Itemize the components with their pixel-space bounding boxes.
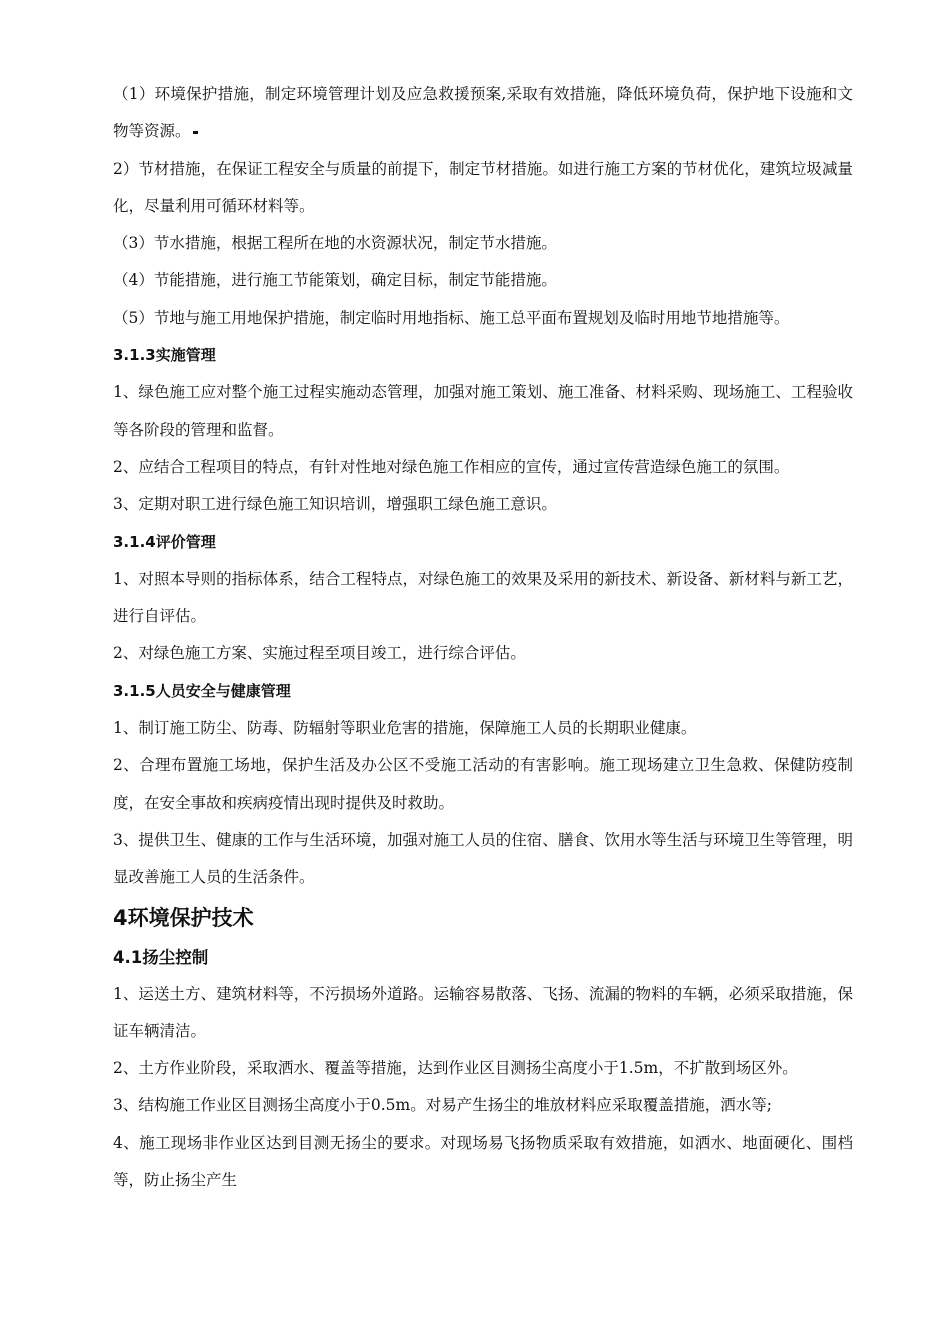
paragraph-publicity: 2、应结合工程项目的特点，有针对性地对绿色施工作相应的宣传，通过宣传营造绿色施工的氛围。 — [113, 457, 790, 476]
document-page — [113, 76, 853, 1199]
paragraph-transport: 1、运送土方、建筑材料等，不污损场外道路。运输容易散落、飞扬、流漏的物料的车辆，必须采取措施，保证车辆清洁。 — [113, 984, 853, 1040]
paragraph-water-saving: （3）节水措施，根据工程所在地的水资源状况，制定节水措施。 — [113, 234, 557, 253]
paragraph-training: 3、定期对职工进行绿色施工知识培训，增强职工绿色施工意识。 — [113, 495, 557, 514]
heading-4-1: 4.1扬尘控制 — [113, 947, 209, 967]
paragraph-energy-saving: （4）节能措施，进行施工节能策划，确定目标，制定节能措施。 — [113, 271, 557, 290]
heading-3-1-5: 3.1.5人员安全与健康管理 — [113, 681, 291, 700]
paragraph-self-evaluation: 1、对照本导则的指标体系，结合工程特点，对绿色施工的效果及采用的新技术、新设备、新材料与新工艺，进行自评估。 — [113, 569, 853, 626]
paragraph-dynamic-management: 1、绿色施工应对整个施工过程实施动态管理，加强对施工策划、施工准备、材料采购、现场施工、工程验收等各阶段的管理和监督。 — [113, 383, 853, 439]
paragraph-structure-work: 3、结构施工作业区目测扬尘高度小于0.5m。对易产生扬尘的堆放材料应采取覆盖措施，洒水等; — [113, 1096, 772, 1115]
paragraph-land-saving: （5）节地与施工用地保护措施，制定临时用地指标、施工总平面布置规划及临时用地节地措施等。 — [113, 308, 790, 327]
paragraph-occupational-hazards: 1、制订施工防尘、防毒、防辐射等职业危害的措施，保障施工人员的长期职业健康。 — [113, 719, 697, 738]
heading-3-1-3: 3.1.3实施管理 — [113, 346, 216, 365]
paragraph-earthwork: 2、土方作业阶段，采取洒水、覆盖等措施，达到作业区目测扬尘高度小于1.5m，不扩散到场区外。 — [113, 1059, 798, 1078]
heading-4: 4环境保护技术 — [113, 905, 254, 930]
heading-3-1-4: 3.1.4评价管理 — [113, 532, 216, 551]
paragraph-material-saving: 2）节材措施，在保证工程安全与质量的前提下，制定节材措施。如进行施工方案的节材优化，建筑垃圾减量化，尽量利用可循环材料等。 — [113, 159, 853, 215]
paragraph-comprehensive-evaluation: 2、对绿色施工方案、实施过程至项目竣工，进行综合评估。 — [113, 644, 526, 663]
paragraph-site-layout: 2、合理布置施工场地，保护生活及办公区不受施工活动的有害影响。施工现场建立卫生急救、保健防疫制度，在安全事故和疾病疫情出现时提供及时救助。 — [113, 756, 853, 812]
paragraph-living-conditions: 3、提供卫生、健康的工作与生活环境，加强对施工人员的住宿、膳食、饮用水等生活与环境卫生等管理，明显改善施工人员的生活条件。 — [113, 830, 853, 887]
paragraph-text: （1）环境保护措施，制定环境管理计划及应急救援预案,采取有效措施，降低环境负荷，保护地下设施和文物等资源。 — [113, 85, 853, 141]
paragraph-non-work-area: 4、施工现场非作业区达到目测无扬尘的要求。对现场易飞扬物质采取有效措施，如洒水、地面硬化、围档等，防止扬尘产生 — [113, 1133, 853, 1190]
paragraph-env-protection — [113, 76, 853, 151]
dash-mark — [193, 131, 198, 134]
